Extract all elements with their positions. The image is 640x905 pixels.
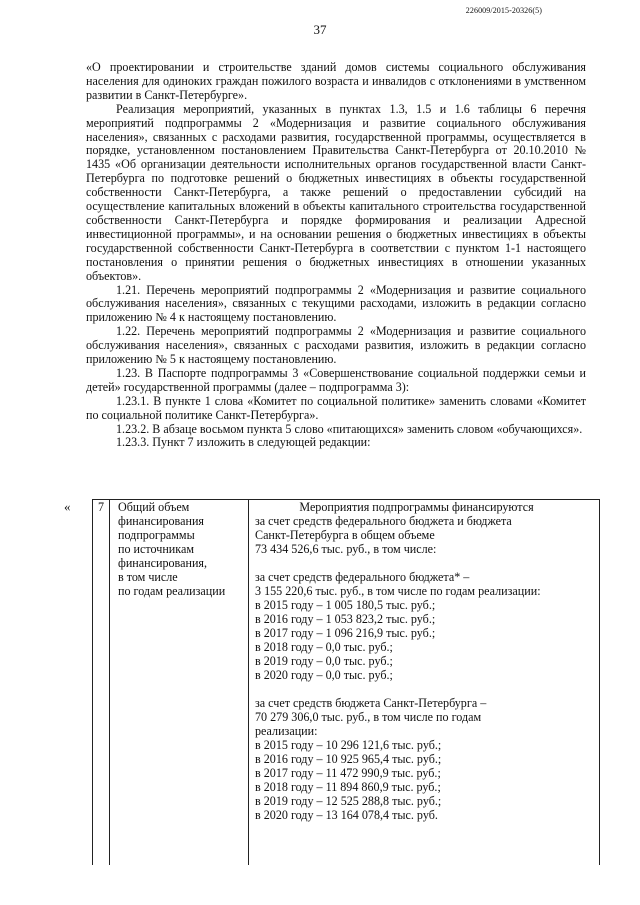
- funding-line: в 2018 году – 0,0 тыс. руб.;: [255, 640, 393, 654]
- spacer: [255, 682, 600, 696]
- paragraph: 1.23.3. Пункт 7 изложить в следующей редакции:: [116, 435, 371, 450]
- funding-line: 73 434 526,6 тыс. руб., в том числе:: [255, 542, 437, 556]
- funding-line: в 2018 году – 11 894 860,9 тыс. руб.;: [255, 780, 441, 794]
- funding-line: в 2020 году – 13 164 078,4 тыс. руб.: [255, 808, 438, 822]
- funding-line: за счет средств федерального бюджета и бюджета: [255, 514, 512, 528]
- paragraph: 1.23.1. В пункте 1 слова «Комитет по социальной политике» заменить словами «Комитет по социальной политике Санкт-Петербурга».: [86, 393, 586, 422]
- paragraph: Реализация мероприятий, указанных в пунктах 1.3, 1.5 и 1.6 таблицы 6 перечня мероприятий подпрограммы 2 «Модернизация и развитие социального обслуживания населения», связанных с расходами развития, государственной программы, осуществляется в порядке, установленном постановлением Правительства Санкт-Петербурга от 20.10.2010 № 1435 «Об организации деятельности исполнительных органов государственной власти Санкт-Петербурга по подготовке решений о бюджетных инвестициях в объекты государственной собственности Санкт-Петербурга, а также решений о предоставлении субсидий на осуществление капитальных вложений в объекты капитального строительства государственной собственности Санкт-Петербурга и порядке формирования и реализации Адресной инвестиционной программы», и на основании решения о бюджетных инвестициях в объекты государственной собственности Санкт-Петербурга в соответствии с пунктом 1-1 настоящего постановления о принятии решения о бюджетных инвестициях в отношении указанных объектов».: [86, 101, 586, 283]
- page-number: 37: [313, 22, 327, 37]
- paragraph: «О проектировании и строительстве зданий домов системы социального обслуживания населения для одиноких граждан пожилого возраста и инвалидов с отклонениями в умственном развитии в Санкт-Петербурге».: [86, 60, 586, 102]
- funding-line: в 2019 году – 0,0 тыс. руб.;: [255, 654, 393, 668]
- funding-line: реализации:: [255, 724, 318, 738]
- funding-line: 70 279 306,0 тыс. руб., в том числе по годам: [255, 710, 482, 724]
- paragraph: 1.23. В Паспорте подпрограммы 3 «Совершенствование социальной поддержки семьи и детей» государственной программы (далее – подпрограмма 3):: [86, 365, 586, 394]
- row-number: 7: [97, 500, 105, 514]
- row-number-cell: [93, 500, 110, 865]
- opening-quote: «: [64, 499, 71, 514]
- label-line: финансирования: [118, 514, 204, 528]
- label-line: в том числе: [118, 570, 178, 584]
- document-body: [86, 61, 586, 450]
- funding-line: в 2015 году – 1 005 180,5 тыс. руб.;: [255, 598, 436, 612]
- spacer: [255, 556, 600, 570]
- funding-line: 3 155 220,6 тыс. руб., в том числе по годам реализации:: [255, 584, 541, 598]
- document-code: 226009/2015-20326(5): [465, 6, 542, 15]
- funding-line: в 2015 году – 10 296 121,6 тыс. руб.;: [255, 738, 442, 752]
- funding-line: в 2016 году – 1 053 823,2 тыс. руб.;: [255, 612, 436, 626]
- label-line: подпрограммы: [118, 528, 195, 542]
- funding-line: Мероприятия подпрограммы финансируются: [299, 500, 534, 514]
- paragraph: 1.22. Перечень мероприятий подпрограммы 2 «Модернизация и развитие социального обслуживания населения», связанных с расходами развития, изложить в редакции согласно приложению № 5 к настоящему постановлению.: [86, 324, 586, 367]
- funding-line: в 2017 году – 11 472 990,9 тыс. руб.;: [255, 766, 441, 780]
- paragraph: 1.21. Перечень мероприятий подпрограммы 2 «Модернизация и развитие социального обслуживания населения», связанных с текущими расходами, изложить в редакции согласно приложению № 4 к настоящему постановлению.: [86, 282, 586, 325]
- paragraph: 1.23.2. В абзаце восьмом пункта 5 слово «питающихся» заменить словом «обучающихся».: [116, 421, 583, 436]
- funding-line: за счет средств федерального бюджета* –: [255, 570, 470, 584]
- funding-line: за счет средств бюджета Санкт-Петербурга –: [255, 696, 487, 710]
- label-line: финансирования,: [118, 556, 208, 570]
- funding-line: в 2019 году – 12 525 288,8 тыс. руб.;: [255, 794, 442, 808]
- label-line: Общий объем: [118, 500, 190, 514]
- funding-line: в 2016 году – 10 925 965,4 тыс. руб.;: [255, 752, 442, 766]
- table-grid: [92, 499, 600, 865]
- funding-line: в 2020 году – 0,0 тыс. руб.;: [255, 668, 393, 682]
- row-label-cell: [110, 500, 249, 865]
- funding-line: Санкт-Петербурга в общем объеме: [255, 528, 435, 542]
- label-line: по годам реализации: [118, 584, 226, 598]
- label-line: по источникам: [118, 542, 194, 556]
- funding-line: в 2017 году – 1 096 216,9 тыс. руб.;: [255, 626, 436, 640]
- row-content-cell: [249, 500, 600, 865]
